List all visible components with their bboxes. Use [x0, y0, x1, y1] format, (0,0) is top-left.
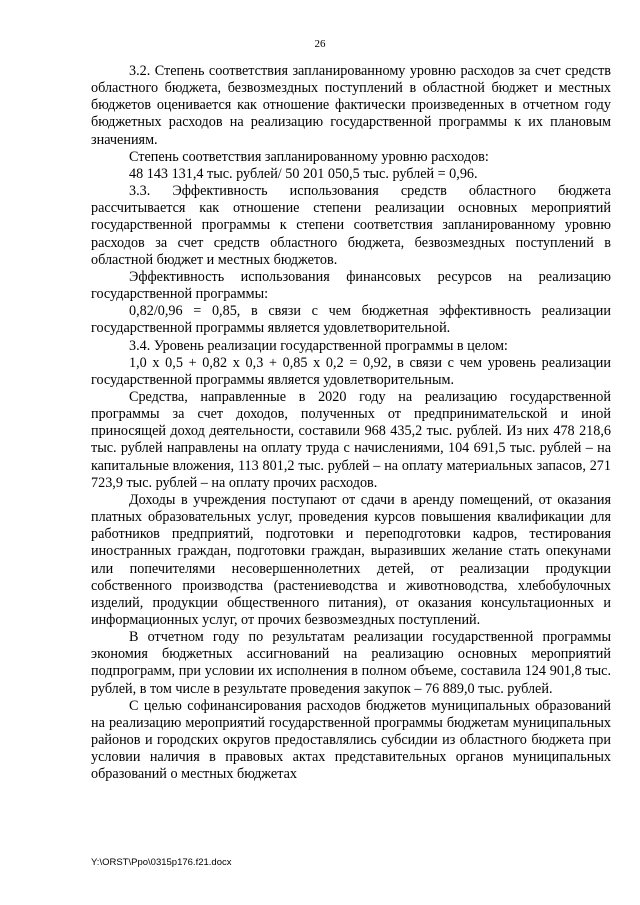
paragraph-income-sources: Доходы в учреждения поступают от сдачи в аренду помещений, от оказания платных образовательных услуг, проведения курсов повышения квалификации для работников предприятий, подготовки и переподготовки кадров, тестирования иностранных граждан, подготовки граждан, выразивших желание стать опекунами или попечителями несовершеннолетних детей, от реализации продукции собственного производства (растениеводства и животноводства, хлебобулочных изделий, продукции общественного питания), от оказания консультационных и информационных услуг, от прочих безвозмездных поступлений.	[91, 491, 611, 628]
paragraph-3-2: 3.2. Степень соответствия запланированному уровню расходов за счет средств областного бюджета, безвозмездных поступлений в областной бюджет и местных бюджетов оценивается как отношение фактически произведенных в отчетном году бюджетных расходов на реализацию государственной программы к их плановым значениям.	[91, 63, 611, 148]
paragraph-implementation-formula: 1,0 х 0,5 + 0,82 х 0,3 + 0,85 х 0,2 = 0,92, в связи с чем уровень реализации государственной программы является удовлетворительным.	[91, 354, 611, 388]
paragraph-expense-compliance-formula: 48 143 131,4 тыс. рублей/ 50 201 050,5 тыс. рублей = 0,96.	[129, 165, 478, 182]
page-number: 26	[314, 38, 326, 50]
paragraph-3-4: 3.4. Уровень реализации государственной программы в целом:	[129, 337, 508, 354]
paragraph-budget-savings: В отчетном году по результатам реализации государственной программы экономия бюджетных ассигнований на реализацию основных мероприятий подпрограмм, при условии их исполнения в полном объеме, составила 124 901,8 тыс. рублей, в том числе в результате проведения закупок – 76 889,0 тыс. рублей.	[91, 629, 611, 697]
paragraph-efficiency-label: Эффективность использования финансовых ресурсов на реализацию государственной программы:	[91, 268, 611, 303]
document-body	[91, 63, 611, 784]
paragraph-efficiency-formula: 0,82/0,96 = 0,85, в связи с чем бюджетная эффективность реализации государственной программы является удовлетворительной.	[91, 303, 611, 337]
paragraph-3-3: 3.3. Эффективность использования средств областного бюджета рассчитывается как отношение степени реализации основных мероприятий государственной программы к степени соответствия запланированному уровню расходов за счет средств областного бюджета, безвозмездных поступлений в областной бюджет и местных бюджетов.	[91, 183, 611, 268]
paragraph-expense-compliance-label: Степень соответствия запланированному уровню расходов:	[129, 148, 489, 165]
paragraph-funds-2020: Средства, направленные в 2020 году на реализацию государственной программы за счет доходов, полученных от предпринимательской и иной приносящей доход деятельности, составили 968 435,2 тыс. рублей. Из них 478 218,6 тыс. рублей направлены на оплату труда с начислениями, 104 691,5 тыс. рублей – на капитальные вложения, 113 801,2 тыс. рублей – на оплату материальных запасов, 271 723,9 тыс. рублей – на оплату прочих расходов.	[91, 388, 611, 491]
footer-file-path: Y:\ORST\Ppo\0315p176.f21.docx	[91, 857, 232, 868]
paragraph-co-financing: С целью софинансирования расходов бюджетов муниципальных образований на реализацию мероприятий государственной программы бюджетам муниципальных районов и городских округов предоставлялись субсидии из областного бюджета при условии наличия в правовых актах представительных органов муниципальных образований о местных бюджетах	[91, 697, 611, 783]
